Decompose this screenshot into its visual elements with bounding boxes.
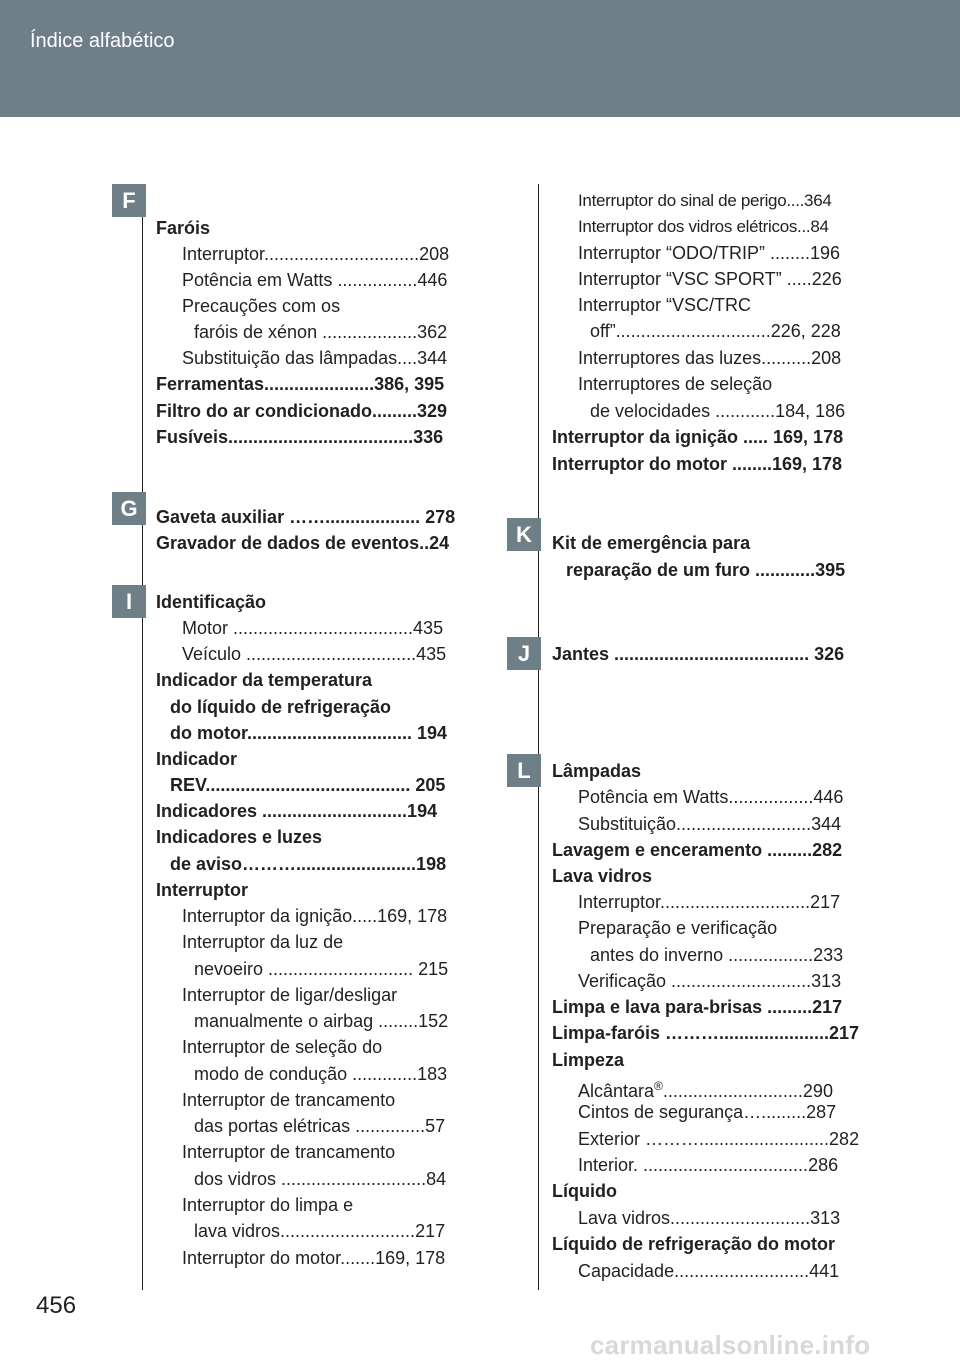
- watermark: carmanualsonline.info: [590, 1330, 871, 1360]
- index-entry: faróis de xénon ...................362: [194, 322, 448, 342]
- index-entry: Interruptor dos vidros elétricos...84: [578, 217, 829, 236]
- index-entry: Lavagem e enceramento .........282: [552, 840, 843, 860]
- index-entry: Interruptor do limpa e: [182, 1195, 354, 1215]
- index-entry: Interruptor: [156, 880, 248, 900]
- index-entry: Líquido: [552, 1181, 617, 1201]
- index-entry: Interruptores de seleção: [578, 374, 773, 394]
- index-entry: Kit de emergência para: [552, 533, 751, 553]
- letter-tab-f: F: [112, 184, 146, 217]
- index-entry: Interior. .................................286: [578, 1155, 839, 1175]
- index-entry: Limpa-faróis ………......................217: [552, 1023, 860, 1043]
- index-entry: Indicadores .............................194: [156, 801, 438, 821]
- page-header-bar: [0, 0, 960, 117]
- letter-tab-g: G: [112, 492, 146, 525]
- index-entry: Interruptor do motor.......169, 178: [182, 1248, 446, 1268]
- index-entry: Interruptor “ODO/TRIP” ........196: [578, 243, 841, 263]
- letter-tab-l: L: [507, 754, 541, 787]
- index-entry: Motor ....................................435: [182, 618, 444, 638]
- index-entry: Interruptor de trancamento: [182, 1090, 396, 1110]
- index-entry: Indicador da temperatura: [156, 670, 373, 690]
- index-entry: Interruptor de trancamento: [182, 1142, 396, 1162]
- index-entry: Exterior ………..........................282: [578, 1129, 860, 1149]
- index-entry: Fusíveis.....................................336: [156, 427, 444, 447]
- page-number: 456: [36, 1292, 77, 1319]
- index-entry: off”...............................226, 228: [590, 321, 841, 341]
- index-entry: dos vidros .............................84: [194, 1169, 447, 1189]
- index-entry: nevoeiro ............................. 215: [194, 959, 449, 979]
- index-entry: Interruptor “VSC SPORT” .....226: [578, 269, 842, 289]
- index-entry: Interruptor da ignição.....169, 178: [182, 906, 448, 926]
- index-entry: Potência em Watts.................446: [578, 787, 844, 807]
- entry-pages: ............................290: [662, 1081, 833, 1101]
- index-entry: Interruptor da luz de: [182, 932, 344, 952]
- index-entry: Lâmpadas: [552, 761, 642, 781]
- index-entry: Lava vidros: [552, 866, 653, 886]
- index-entry: REV......................................... 205: [170, 775, 446, 795]
- index-entry: Gaveta auxiliar ……................... 278: [156, 507, 456, 527]
- letter-tab-i: I: [112, 585, 146, 618]
- index-entry: Cintos de segurança….........287: [578, 1102, 837, 1122]
- letter-tab-k: K: [507, 518, 541, 551]
- index-entry: Lava vidros............................313: [578, 1208, 841, 1228]
- index-entry: Limpeza: [552, 1050, 625, 1070]
- index-entry: Interruptor do sinal de perigo....364: [578, 191, 832, 210]
- index-entry: Interruptor do motor ........169, 178: [552, 454, 843, 474]
- index-entry: Preparação e verificação: [578, 918, 778, 938]
- index-entry: de velocidades ............184, 186: [590, 401, 846, 421]
- index-entry: Potência em Watts ................446: [182, 270, 448, 290]
- index-entry: das portas elétricas ..............57: [194, 1116, 446, 1136]
- index-entry: Veículo ..................................435: [182, 644, 447, 664]
- index-entry: antes do inverno .................233: [590, 945, 844, 965]
- index-entry: Identificação: [156, 592, 267, 612]
- index-entry: de aviso………........................198: [170, 854, 447, 874]
- index-entry: Substituição...........................344: [578, 814, 842, 834]
- index-entry: modo de condução .............183: [194, 1064, 448, 1084]
- index-entry: Indicadores e luzes: [156, 827, 323, 847]
- right-column-rule: [538, 184, 539, 1290]
- index-entry: reparação de um furo ............395: [566, 560, 846, 580]
- page-title: Índice alfabético: [30, 30, 175, 52]
- index-entry: Ferramentas......................386, 395: [156, 374, 445, 394]
- index-entry: Interruptor da ignição ..... 169, 178: [552, 427, 844, 447]
- index-entry: Filtro do ar condicionado.........329: [156, 401, 448, 421]
- index-entry: Interruptor “VSC/TRC: [578, 295, 752, 315]
- index-entry: Jantes ....................................... 326: [552, 644, 845, 664]
- left-column-rule: [142, 184, 143, 1290]
- index-entry: Interruptor de seleção do: [182, 1037, 383, 1057]
- index-entry: lava vidros...........................217: [194, 1221, 446, 1241]
- registered-mark: ®: [654, 1079, 663, 1093]
- entry-term: Alcântara: [578, 1081, 655, 1101]
- letter-tab-j: J: [507, 637, 541, 670]
- index-entry: Líquido de refrigeração do motor: [552, 1234, 836, 1254]
- index-entry: Precauções com os: [182, 296, 341, 316]
- index-entry: Interruptores das luzes..........208: [578, 348, 842, 368]
- index-entry: Gravador de dados de eventos..24: [156, 533, 450, 553]
- index-entry: Interruptor de ligar/desligar: [182, 985, 398, 1005]
- index-entry: Capacidade...........................441: [578, 1261, 840, 1281]
- index-entry: Interruptor..............................217: [578, 892, 841, 912]
- index-entry: Indicador: [156, 749, 238, 769]
- index-entry: Limpa e lava para-brisas .........217: [552, 997, 843, 1017]
- index-entry: Verificação ............................313: [578, 971, 842, 991]
- index-entry: manualmente o airbag ........152: [194, 1011, 449, 1031]
- index-entry: do motor................................. 194: [170, 723, 448, 743]
- index-entry: Faróis: [156, 218, 211, 238]
- index-entry: Interruptor...............................208: [182, 244, 450, 264]
- index-entry: do líquido de refrigeração: [170, 697, 392, 717]
- index-entry: Substituição das lâmpadas....344: [182, 348, 448, 368]
